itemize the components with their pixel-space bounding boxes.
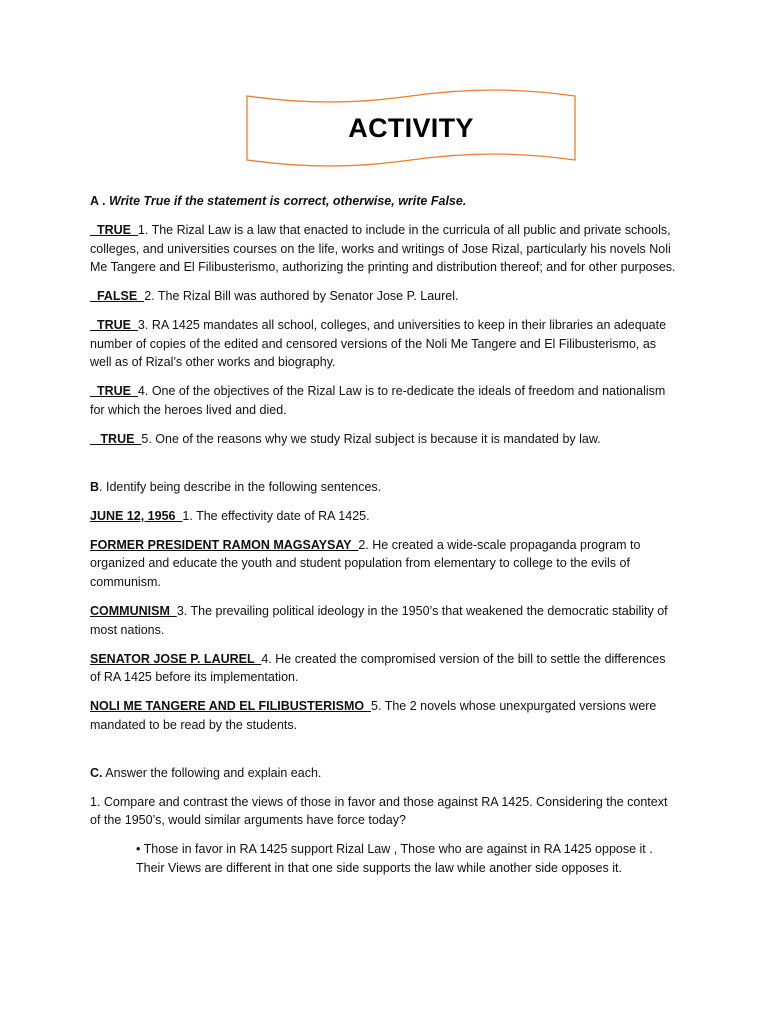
clue-text: 3. The prevailing political ideology in the 1950’s that weakened the democratic stability of most nations. (90, 604, 668, 637)
section-a-item-3 (90, 316, 678, 372)
answer-blank: TRUE (90, 384, 138, 399)
section-b-heading (90, 478, 678, 497)
section-a-item-2 (90, 287, 678, 306)
statement-text: 5. One of the reasons why we study Rizal subject is because it is mandated by law. (141, 431, 601, 446)
answer-blank: TRUE (90, 222, 138, 237)
statement-text: 1. The Rizal Law is a law that enacted to include in the curricula of all public and private schools, colleges, and universities courses on the life, works and writings of Jose Rizal, particularly his novels Noli Me Tangere and El Filibusterismo, authorizing the printing and distribution thereof; and for other purposes. (90, 222, 676, 275)
answer-blank: COMMUNISM (90, 604, 177, 619)
clue-text: 4. He created the compromised version of the bill to settle the differences of RA 1425 before its implementation. (90, 651, 666, 685)
section-c-answer-1: • Those in favor in RA 1425 support Rizal Law , Those who are against in RA 1425 oppose it . Their Views are different in that one side supports the law while another side opposes it. (136, 842, 653, 875)
activity-banner (244, 88, 578, 168)
section-b-item-3 (90, 602, 678, 639)
section-b-item-2 (90, 536, 678, 592)
answer-blank: JUNE 12, 1956 (90, 508, 183, 523)
section-c-question-1: 1. Compare and contrast the views of those in favor and those against RA 1425. Considering the context of the 1950’s, would similar arguments have force today? (90, 794, 668, 828)
section-a-item-4 (90, 382, 678, 419)
answer-blank: SENATOR JOSE P. LAUREL (90, 651, 262, 666)
section-a-instruction: Write True if the statement is correct, otherwise, write False. (109, 194, 467, 208)
section-c-label: C. (90, 765, 103, 780)
section-b-label: B (90, 479, 100, 494)
answer-blank: FALSE (90, 289, 145, 304)
answer-blank: FORMER PRESIDENT RAMON MAGSAYSAY (90, 537, 359, 552)
section-c-heading (90, 764, 678, 783)
answer-blank: TRUE (90, 431, 142, 446)
page-title: ACTIVITY (348, 112, 474, 143)
statement-text: 4. One of the objectives of the Rizal Law is to re-dedicate the ideals of freedom and nationalism for which the heroes lived and died. (90, 384, 666, 417)
section-b-instruction: . Identify being describe in the following sentences. (99, 479, 382, 494)
section-a-item-1 (90, 221, 678, 277)
clue-text: 5. The 2 novels whose unexpurgated versions were mandated to be read by the students. (90, 699, 657, 732)
clue-text: 1. The effectivity date of RA 1425. (182, 508, 370, 523)
section-b-item-1 (90, 507, 678, 526)
section-a-item-5 (90, 430, 678, 449)
section-c-instruction: Answer the following and explain each. (102, 765, 322, 780)
answer-blank: NOLI ME TANGERE AND EL FILIBUSTERISMO (90, 699, 372, 714)
section-a-heading (90, 192, 678, 211)
activity-content (90, 192, 678, 888)
section-a-label: A . (90, 194, 106, 208)
section-b-item-5 (90, 697, 678, 734)
clue-text: 2. He created a wide-scale propaganda program to organized and educate the youth and student population from elementary to college to the evils of communism. (90, 537, 641, 590)
answer-blank: TRUE (90, 318, 138, 333)
statement-text: 2. The Rizal Bill was authored by Senator Jose P. Laurel. (144, 289, 459, 304)
statement-text: 3. RA 1425 mandates all school, colleges, and universities to keep in their libraries an adequate number of copies of the edited and censored versions of the Noli Me Tangere and El Filibusterismo, as well as of Rizal’s other works and biography. (90, 318, 667, 370)
section-b-item-4 (90, 650, 678, 687)
